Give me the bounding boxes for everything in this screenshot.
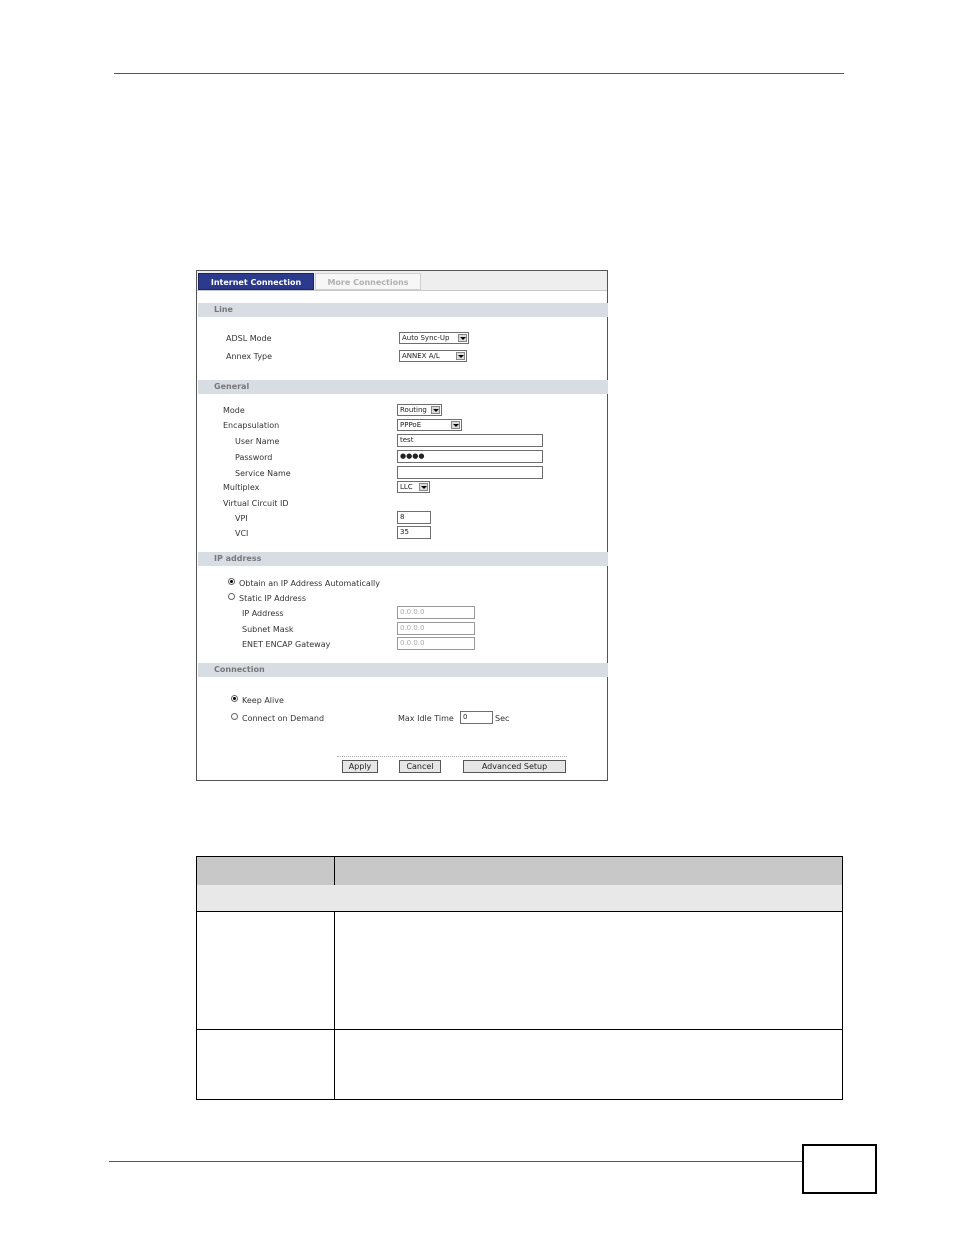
virtual-circuit-label: Virtual Circuit ID [223, 499, 289, 508]
max-idle-time-label: Max Idle Time [398, 714, 454, 723]
radio-obtain-ip-auto[interactable] [228, 578, 235, 585]
max-idle-time-input[interactable]: 0 [460, 711, 493, 724]
subnet-mask-input[interactable]: 0.0.0.0 [397, 622, 475, 635]
tab-internet-connection[interactable]: Internet Connection [198, 273, 314, 290]
obtain-ip-auto-label: Obtain an IP Address Automatically [239, 579, 381, 588]
ip-address-label: IP Address [242, 609, 284, 618]
ip-address-input[interactable]: 0.0.0.0 [397, 606, 475, 619]
table-column-divider [334, 857, 335, 885]
table-row-divider [197, 1029, 842, 1030]
service-name-label: Service Name [235, 469, 291, 478]
subnet-mask-label: Subnet Mask [242, 625, 294, 634]
user-name-input[interactable]: test [397, 434, 543, 447]
radio-keep-alive[interactable] [231, 695, 238, 702]
vci-label: VCI [235, 529, 249, 538]
section-connection: Connection [198, 663, 608, 677]
password-input[interactable]: ●●●● [397, 450, 543, 463]
annex-type-value: ANNEX A/L [402, 352, 440, 360]
vpi-input[interactable]: 8 [397, 511, 431, 524]
mode-select[interactable] [397, 404, 442, 416]
password-label: Password [235, 453, 273, 462]
keep-alive-label: Keep Alive [242, 696, 284, 705]
button-divider [337, 756, 567, 757]
annex-type-label: Annex Type [226, 352, 273, 361]
table-column-divider [334, 911, 335, 1099]
mode-value: Routing [400, 406, 427, 414]
gateway-input[interactable]: 0.0.0.0 [397, 637, 475, 650]
encapsulation-value: PPPoE [400, 421, 422, 429]
chevron-down-icon [458, 334, 467, 342]
internet-connection-panel [196, 270, 608, 781]
chevron-down-icon [451, 421, 460, 429]
chevron-down-icon [456, 352, 465, 360]
adsl-mode-select[interactable] [399, 332, 469, 344]
apply-button[interactable]: Apply [342, 760, 378, 773]
description-table [196, 856, 843, 1100]
adsl-mode-value: Auto Sync-Up [402, 334, 450, 342]
footer-rule [109, 1161, 802, 1162]
multiplex-select[interactable] [397, 481, 430, 493]
connect-on-demand-label: Connect on Demand [242, 714, 325, 723]
encapsulation-label: Encapsulation [223, 421, 280, 430]
table-section-row [197, 885, 842, 912]
mode-label: Mode [223, 406, 245, 415]
adsl-mode-label: ADSL Mode [226, 334, 272, 343]
radio-static-ip[interactable] [228, 593, 235, 600]
idle-unit-label: Sec [495, 714, 510, 723]
annex-type-select[interactable] [399, 350, 467, 362]
gateway-label: ENET ENCAP Gateway [242, 640, 331, 649]
tab-more-connections[interactable]: More Connections [315, 273, 421, 290]
multiplex-value: LLC [400, 483, 413, 491]
encapsulation-select[interactable] [397, 419, 462, 431]
section-line: Line [198, 303, 608, 317]
vci-input[interactable]: 35 [397, 526, 431, 539]
table-header-row [197, 857, 842, 886]
section-general: General [198, 380, 608, 394]
page-number-box [802, 1144, 877, 1194]
static-ip-label: Static IP Address [239, 594, 307, 603]
service-name-input[interactable] [397, 466, 543, 479]
cancel-button[interactable]: Cancel [399, 760, 441, 773]
chevron-down-icon [419, 483, 428, 491]
multiplex-label: Multiplex [223, 483, 260, 492]
header-rule [114, 73, 844, 74]
user-name-label: User Name [235, 437, 280, 446]
chevron-down-icon [431, 406, 440, 414]
section-ip-address: IP address [198, 552, 608, 566]
advanced-setup-button[interactable]: Advanced Setup [463, 760, 566, 773]
tab-bar [197, 271, 607, 291]
radio-connect-on-demand[interactable] [231, 713, 238, 720]
vpi-label: VPI [235, 514, 248, 523]
